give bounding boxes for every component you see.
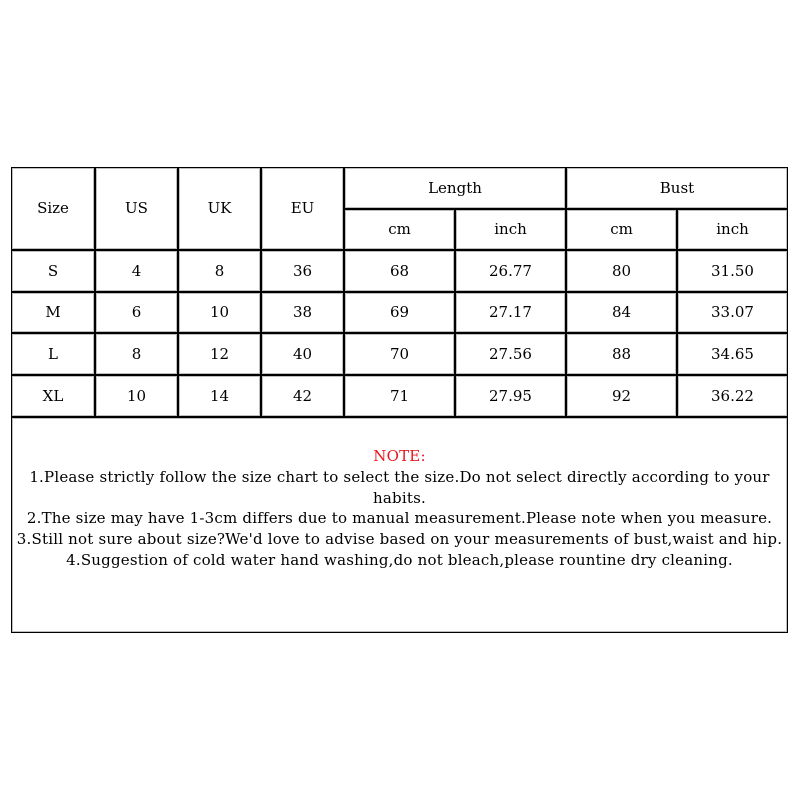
cell-eu: 40	[261, 333, 344, 375]
cell-size: M	[11, 292, 95, 333]
cell-size: S	[11, 250, 95, 292]
cell-uk: 10	[178, 292, 261, 333]
cell-uk: 14	[178, 375, 261, 417]
cell-us: 4	[95, 250, 178, 292]
cell-bust-cm: 92	[566, 375, 677, 417]
cell-bust-inch: 31.50	[677, 250, 788, 292]
cell-us: 8	[95, 333, 178, 375]
cell-length-inch: 26.77	[455, 250, 566, 292]
note-line-2: 2.The size may have 1-3cm differs due to manual measurement.Please note when you measure.	[26, 509, 773, 528]
note-box	[11, 417, 788, 633]
cell-size: XL	[11, 375, 95, 417]
cell-size: L	[11, 333, 95, 375]
cell-length-inch: 27.95	[455, 375, 566, 417]
cell-uk: 12	[178, 333, 261, 375]
cell-eu: 36	[261, 250, 344, 292]
header-eu: EU	[261, 167, 344, 250]
cell-bust-inch: 36.22	[677, 375, 788, 417]
header-uk: UK	[178, 167, 261, 250]
cell-bust-cm: 84	[566, 292, 677, 333]
header-bust: Bust	[566, 167, 788, 209]
cell-length-inch: 27.56	[455, 333, 566, 375]
cell-bust-inch: 33.07	[677, 292, 788, 333]
header-length: Length	[344, 167, 566, 209]
note-line-3: 3.Still not sure about size?We'd love to advise based on your measurements of bust,waist and hip.	[16, 530, 783, 549]
cell-length-cm: 71	[344, 375, 455, 417]
note-title: NOTE:	[373, 447, 426, 465]
cell-length-cm: 69	[344, 292, 455, 333]
cell-eu: 38	[261, 292, 344, 333]
header-size: Size	[11, 167, 95, 250]
cell-bust-inch: 34.65	[677, 333, 788, 375]
header-us: US	[95, 167, 178, 250]
cell-length-cm: 70	[344, 333, 455, 375]
cell-length-inch: 27.17	[455, 292, 566, 333]
cell-eu: 42	[261, 375, 344, 417]
header-bust-cm: cm	[566, 209, 677, 250]
header-length-cm: cm	[344, 209, 455, 250]
cell-uk: 8	[178, 250, 261, 292]
cell-bust-cm: 80	[566, 250, 677, 292]
cell-us: 10	[95, 375, 178, 417]
cell-us: 6	[95, 292, 178, 333]
size-chart-table	[11, 167, 789, 417]
cell-length-cm: 68	[344, 250, 455, 292]
header-bust-inch: inch	[677, 209, 788, 250]
header-length-inch: inch	[455, 209, 566, 250]
cell-bust-cm: 88	[566, 333, 677, 375]
note-line-1: 1.Please strictly follow the size chart to select the size.Do not select directly according to your habits.	[29, 467, 770, 507]
note-line-4: 4.Suggestion of cold water hand washing,do not bleach,please rountine dry cleaning.	[66, 550, 733, 569]
